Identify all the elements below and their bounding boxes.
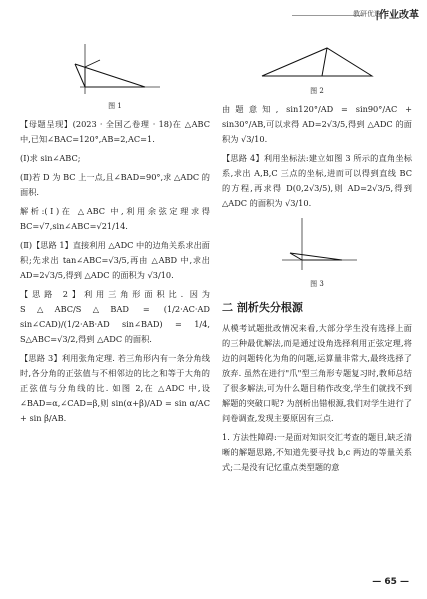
approach-3-result: 由题意知, sin120°/AD = sin90°/AC + sin30°/AB,可以求得 AD=2√3/5,得到 △ADC 的面积为 √3/10. [222,104,412,144]
header-rule [292,15,362,16]
figure-2-caption: 图 2 [310,87,324,95]
analysis-paragraph: 从模考试题批改情况来看,大部分学生没有选择上面的三种最优解法,而是通过设角选择利用正弦定理,将边的问题转化为角的问题,运算量非常大,最终选择了放弃. 虽然在进行"爪"型三角形专题复习时,教师总结了很多解法,可为什么题目稍作改变,学生们就找不到解题的突破口呢? 为剖析出错根源,我们对学生进行了问卷调查,发现主要原因有三点. [222,323,412,423]
page-header [0,0,427,30]
part-2: (Ⅱ)若 D 为 BC 上一点,且∠BAD=90°,求 △ADC 的面积. [20,172,210,197]
approach-4: 【思路 4】利用坐标法:建立如图 3 所示的直角坐标系,求出 A,B,C 三点的坐标,进而可以得到直线 BC 的方程,再求得 D(0,2√3/5),则 AD=2√3/5,得到 △ADC 的面积为 √3/10. [222,153,412,208]
figure-1 [60,42,170,97]
figure-3 [272,215,362,275]
figure-1-caption: 图 1 [108,102,122,110]
left-column [20,40,210,430]
page-number: — 65 — [372,577,409,587]
section-title: 二 剖析失分根源 [222,301,303,314]
right-column [222,40,412,479]
header-tag: 教研优选 [353,10,381,18]
figure-2 [252,42,382,82]
approach-3: 【思路 3】利用张角定理. 若三角形内有一条分角线时,各分角的正弦值与不相邻边的比之和等于大角的正弦值与分角线的比. 如图 2,在 △ADC 中,设∠BAD=α,∠CAD=β,则 sin(α+β)/AD = sin α/AC + sin β/AB. [20,353,210,423]
header-title: |作业改革 [375,10,419,21]
approach-2: 【思路 2】利用三角形面积比. 因为 S△ABC/S△BAD = (1/2·AC·AD sin∠CAD)/(1/2·AB·AD sin∠BAD) = 1/4, S△ABC=√3/2,得到 △ADC 的面积. [20,289,210,344]
figure-3-caption: 图 3 [310,280,324,288]
part-1: (Ⅰ)求 sin∠ABC; [20,153,81,163]
problem-statement: 【母题呈现】(2023 · 全国乙卷理 · 18)在 △ABC 中,已知∠BAC=120°,AB=2,AC=1. [20,119,210,144]
solution-1: 解析:(Ⅰ)在 △ABC 中,利用余弦定理求得 BC=√7,sin∠ABC=√21/14. [20,206,210,231]
analysis-paragraph-2: 1. 方法性障碍:一是面对知识交汇考查的题目,缺乏清晰的解题思路,不知道先要寻找 b,c 两边的等量关系式;二是没有记忆重点类型题的意 [222,432,412,472]
approach-1: (Ⅱ)【思路 1】直接利用 △ADC 中的边角关系求出面积;先求出 tan∠ABC=√3/5,再由 △ABD 中,求出 AD=2√3/5,得到 △ADC 的面积为 √3/10. [20,240,210,280]
